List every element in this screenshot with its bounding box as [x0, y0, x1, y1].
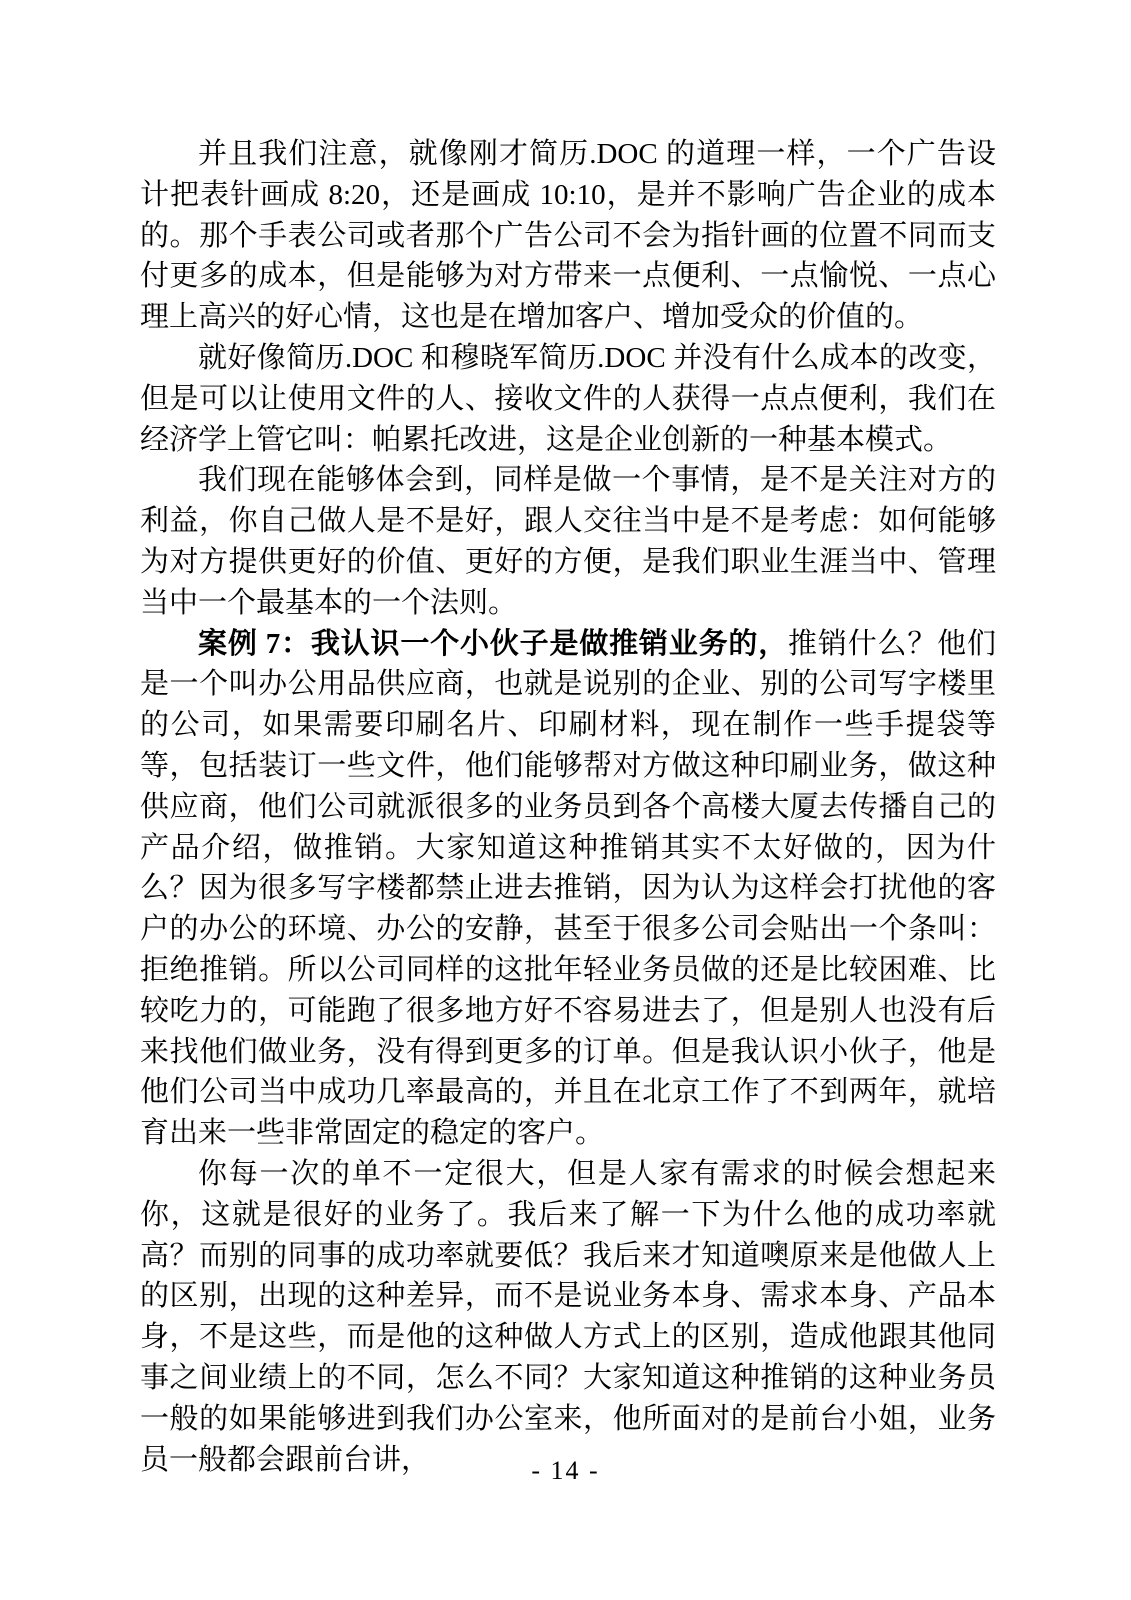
paragraph-text: 就好像简历.DOC 和穆晓军简历.DOC 并没有什么成本的改变，但是可以让使用文件的人、接收文件的人获得一点点便利，我们在经济学上管它叫：帕累托改进，这是企业创新的一种基本模式。 — [140, 341, 996, 456]
case-heading-bold: 案例 7：我认识一个小伙子是做推销业务的， — [198, 627, 789, 660]
paragraph — [140, 134, 996, 338]
text-body — [140, 134, 996, 1480]
paragraph-text: 你每一次的单不一定很大，但是人家有需求的时候会想起来你，这就是很好的业务了。我后来了解一下为什么他的成功率就高？而别的同事的成功率就要低？我后来才知道噢原来是他做人上的区别，出现的这种差异，而不是说业务本身、需求本身、产品本身，不是这些，而是他的这种做人方式上的区别，造成他跟其他同事之间业绩上的不同，怎么不同？大家知道这种推销的这种业务员一般的如果能够进到我们办公室来，他所面对的是前台小姐，业务员一般都会跟前台讲， — [140, 1157, 996, 1476]
paragraph — [140, 338, 996, 460]
paragraph — [140, 624, 996, 1154]
page-number: - 14 - — [531, 1456, 600, 1485]
paragraph-text: 我们现在能够体会到，同样是做一个事情，是不是关注对方的利益，你自己做人是不是好，跟人交往当中是不是考虑：如何能够为对方提供更好的价值、更好的方便，是我们职业生涯当中、管理当中一个最基本的一个法则。 — [140, 464, 996, 619]
paragraph-text: 并且我们注意，就像刚才简历.DOC 的道理一样，一个广告设计把表针画成 8:20，还是画成 10:10，是并不影响广告企业的成本的。那个手表公司或者那个广告公司不会为指针画的位置不同而支付更多的成本，但是能够为对方带来一点便利、一点愉悦、一点心理上高兴的好心情，这也是在增加客户、增加受众的价值的。 — [140, 138, 996, 334]
paragraph — [140, 1154, 996, 1480]
paragraph-text: 推销什么？他们是一个叫办公用品供应商，也就是说别的企业、别的公司写字楼里的公司，如果需要印刷名片、印刷材料，现在制作一些手提袋等等，包括装订一些文件，他们能够帮对方做这种印刷业务，做这种供应商，他们公司就派很多的业务员到各个高楼大厦去传播自己的产品介绍，做推销。大家知道这种推销其实不太好做的，因为什么？因为很多写字楼都禁止进去推销，因为认为这样会打扰他的客户的办公的环境、办公的安静，甚至于很多公司会贴出一个条叫：拒绝推销。所以公司同样的这批年轻业务员做的还是比较困难、比较吃力的，可能跑了很多地方好不容易进去了，但是别人也没有后来找他们做业务，没有得到更多的订单。但是我认识小伙子，他是他们公司当中成功几率最高的，并且在北京工作了不到两年，就培育出来一些非常固定的稳定的客户。 — [140, 627, 996, 1150]
paragraph — [140, 460, 996, 623]
